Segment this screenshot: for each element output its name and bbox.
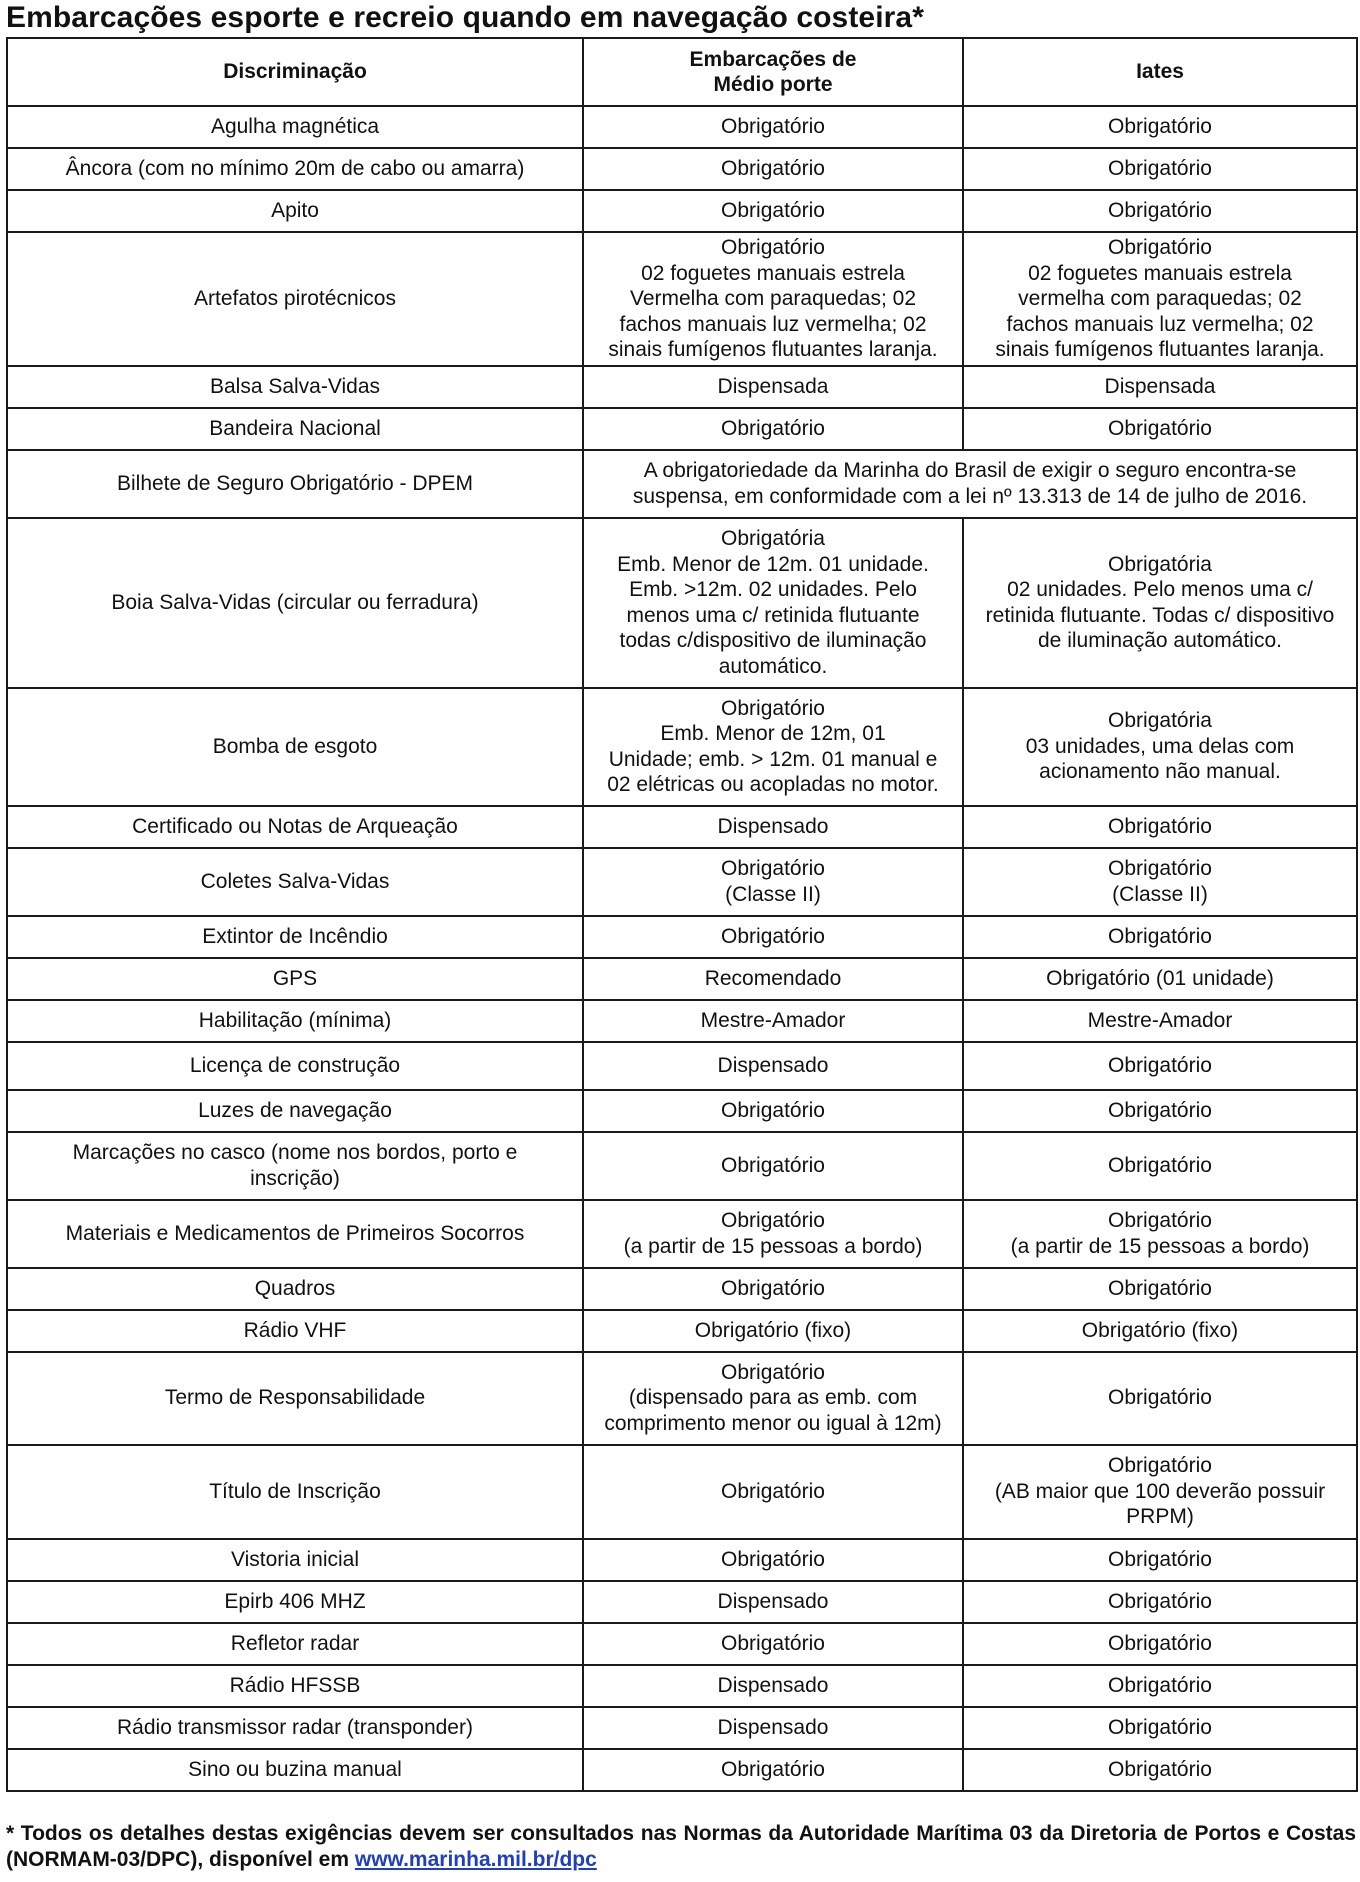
row-medio: Dispensado (583, 1042, 963, 1090)
row-item: Epirb 406 MHZ (7, 1581, 583, 1623)
row-item: Refletor radar (7, 1623, 583, 1665)
row-item: Balsa Salva-Vidas (7, 366, 583, 408)
row-item: Artefatos pirotécnicos (7, 232, 583, 366)
table-row (7, 450, 1357, 518)
table-row (7, 1352, 1357, 1445)
row-iates: Obrigatório (a partir de 15 pessoas a bordo) (963, 1200, 1357, 1268)
table-row (7, 148, 1357, 190)
row-item: Certificado ou Notas de Arqueação (7, 806, 583, 848)
row-medio: Obrigatória Emb. Menor de 12m. 01 unidade. Emb. >12m. 02 unidades. Pelo menos uma c/ retinida flutuante todas c/dispositivo de iluminação automático. (583, 518, 963, 688)
row-medio: Obrigatório (a partir de 15 pessoas a bordo) (583, 1200, 963, 1268)
table-row (7, 1665, 1357, 1707)
header-discriminacao: Discriminação (7, 38, 583, 106)
table-row (7, 1445, 1357, 1539)
row-medio: Dispensada (583, 366, 963, 408)
table-row (7, 688, 1357, 806)
row-item: Coletes Salva-Vidas (7, 848, 583, 916)
row-item: Rádio VHF (7, 1310, 583, 1352)
row-medio: Obrigatório (583, 190, 963, 232)
row-medio: Obrigatório 02 foguetes manuais estrela Vermelha com paraquedas; 02 fachos manuais luz vermelha; 02 sinais fumígenos flutuantes laranja. (583, 232, 963, 366)
row-medio: Obrigatório (583, 148, 963, 190)
row-item: Quadros (7, 1268, 583, 1310)
row-iates: Obrigatório (01 unidade) (963, 958, 1357, 1000)
header-medio-porte: Embarcações de Médio porte (583, 38, 963, 106)
row-medio: Obrigatório (583, 1445, 963, 1539)
row-medio: Obrigatório (583, 1090, 963, 1132)
table-row (7, 1749, 1357, 1791)
table-row (7, 366, 1357, 408)
row-medio: Obrigatório (583, 1132, 963, 1200)
row-medio: Recomendado (583, 958, 963, 1000)
row-iates: Obrigatório (963, 916, 1357, 958)
row-item: Rádio HFSSB (7, 1665, 583, 1707)
table-row (7, 848, 1357, 916)
page-title: Embarcações esporte e recreio quando em navegação costeira* (6, 1, 924, 34)
row-iates: Obrigatório (963, 1268, 1357, 1310)
table-row (7, 916, 1357, 958)
row-item: Bomba de esgoto (7, 688, 583, 806)
table-row (7, 1200, 1357, 1268)
table-row (7, 1000, 1357, 1042)
row-item: Apito (7, 190, 583, 232)
row-medio: Obrigatório (dispensado para as emb. com comprimento menor ou igual à 12m) (583, 1352, 963, 1445)
row-medio: Obrigatório (583, 408, 963, 450)
row-medio: Obrigatório (583, 1749, 963, 1791)
footnote-text: * Todos os detalhes destas exigências devem ser consultados nas Normas da Autoridade Marítima 03 da Diretoria de Portos e Costas (NORMAM-03/DPC), disponível em (6, 1822, 1356, 1871)
row-iates: Obrigatório (963, 1707, 1357, 1749)
row-item: GPS (7, 958, 583, 1000)
row-item: Sino ou buzina manual (7, 1749, 583, 1791)
table-row (7, 1623, 1357, 1665)
row-item: Marcações no casco (nome nos bordos, porto e inscrição) (7, 1132, 583, 1200)
row-iates: Obrigatório (963, 148, 1357, 190)
table-row (7, 1268, 1357, 1310)
row-medio: Obrigatório (Classe II) (583, 848, 963, 916)
table-row (7, 1090, 1357, 1132)
row-iates: Obrigatório (963, 190, 1357, 232)
row-iates: Obrigatório (963, 1749, 1357, 1791)
table-row (7, 1581, 1357, 1623)
footnote-link[interactable]: www.marinha.mil.br/dpc (354, 1848, 597, 1871)
row-item: Agulha magnética (7, 106, 583, 148)
row-iates: Obrigatório (963, 1090, 1357, 1132)
row-item: Âncora (com no mínimo 20m de cabo ou amarra) (7, 148, 583, 190)
row-medio: Dispensado (583, 806, 963, 848)
row-iates: Obrigatório (963, 408, 1357, 450)
row-item: Vistoria inicial (7, 1539, 583, 1581)
row-item: Termo de Responsabilidade (7, 1352, 583, 1445)
row-medio: Dispensado (583, 1581, 963, 1623)
table-row (7, 958, 1357, 1000)
row-item: Extintor de Incêndio (7, 916, 583, 958)
table-row (7, 1132, 1357, 1200)
row-iates: Obrigatório (963, 806, 1357, 848)
row-item: Licença de construção (7, 1042, 583, 1090)
row-medio: Obrigatório (583, 1623, 963, 1665)
header-iates: Iates (963, 38, 1357, 106)
row-iates: Obrigatória 03 unidades, uma delas com acionamento não manual. (963, 688, 1357, 806)
table-row (7, 1042, 1357, 1090)
table-body (7, 106, 1357, 1791)
row-medio: Dispensado (583, 1665, 963, 1707)
row-item: Título de Inscrição (7, 1445, 583, 1539)
row-item: Bandeira Nacional (7, 408, 583, 450)
row-medio: Obrigatório Emb. Menor de 12m, 01 Unidade; emb. > 12m. 01 manual e 02 elétricas ou acopladas no motor. (583, 688, 963, 806)
row-iates: Obrigatório (963, 1665, 1357, 1707)
row-iates: Obrigatório (963, 1581, 1357, 1623)
row-iates: Obrigatório 02 foguetes manuais estrela vermelha com paraquedas; 02 fachos manuais luz vermelha; 02 sinais fumígenos flutuantes laranja. (963, 232, 1357, 366)
row-medio: Dispensado (583, 1707, 963, 1749)
row-iates: Obrigatório (963, 1539, 1357, 1581)
row-item: Rádio transmissor radar (transponder) (7, 1707, 583, 1749)
row-iates: Obrigatório (963, 1623, 1357, 1665)
requirements-table (6, 37, 1358, 1792)
row-iates: Obrigatório (963, 1042, 1357, 1090)
table-row (7, 1707, 1357, 1749)
row-item: Habilitação (mínima) (7, 1000, 583, 1042)
row-merged-note: A obrigatoriedade da Marinha do Brasil de exigir o seguro encontra-se suspensa, em conformidade com a lei nº 13.313 de 14 de julho de 2016. (583, 450, 1357, 518)
table-header-row (7, 38, 1357, 106)
row-iates: Dispensada (963, 366, 1357, 408)
row-item: Bilhete de Seguro Obrigatório - DPEM (7, 450, 583, 518)
row-medio: Obrigatório (583, 916, 963, 958)
row-iates: Obrigatório (963, 1132, 1357, 1200)
row-medio: Obrigatório (583, 1539, 963, 1581)
table-row (7, 106, 1357, 148)
table-row (7, 806, 1357, 848)
row-item: Materiais e Medicamentos de Primeiros Socorros (7, 1200, 583, 1268)
row-item: Boia Salva-Vidas (circular ou ferradura) (7, 518, 583, 688)
row-medio: Obrigatório (fixo) (583, 1310, 963, 1352)
row-item: Luzes de navegação (7, 1090, 583, 1132)
row-iates: Mestre-Amador (963, 1000, 1357, 1042)
row-medio: Mestre-Amador (583, 1000, 963, 1042)
table-row (7, 518, 1357, 688)
table-row (7, 190, 1357, 232)
row-iates: Obrigatório (963, 106, 1357, 148)
table-row (7, 232, 1357, 366)
footnote (6, 1821, 1356, 1873)
row-iates: Obrigatória 02 unidades. Pelo menos uma c/ retinida flutuante. Todas c/ dispositivo de iluminação automático. (963, 518, 1357, 688)
row-iates: Obrigatório (fixo) (963, 1310, 1357, 1352)
row-medio: Obrigatório (583, 106, 963, 148)
row-medio: Obrigatório (583, 1268, 963, 1310)
row-iates: Obrigatório (Classe II) (963, 848, 1357, 916)
table-row (7, 1310, 1357, 1352)
table-row (7, 408, 1357, 450)
row-iates: Obrigatório (963, 1352, 1357, 1445)
row-iates: Obrigatório (AB maior que 100 deverão possuir PRPM) (963, 1445, 1357, 1539)
table-row (7, 1539, 1357, 1581)
